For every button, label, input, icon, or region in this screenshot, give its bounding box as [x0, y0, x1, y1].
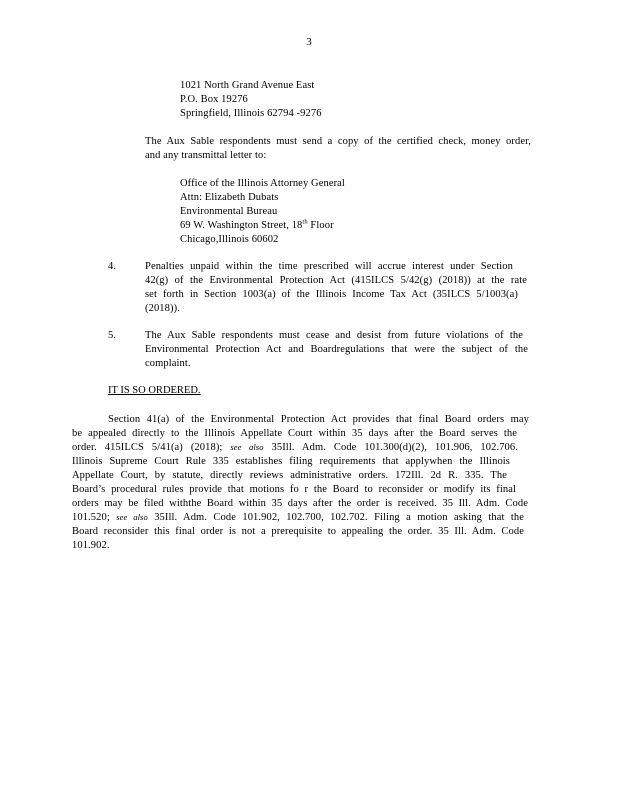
citation-text: 35Ill. Adm. Code 101.300(d)(2), 101.906, 102.706.: [271, 442, 518, 453]
item-4-line: set forth in Section 1003(a) of the Illinois Income Tax Act (35ILCS 5/1003(a): [145, 289, 518, 300]
citation-text: order. 415ILCS 5/41(a) (2018);: [72, 442, 223, 453]
floor-superscript: th: [302, 218, 308, 226]
address-line: Environmental Bureau: [180, 206, 278, 217]
item-5-line: The Aux Sable respondents must cease and desist from future violations of the: [145, 330, 523, 341]
copy-instruction-line: The Aux Sable respondents must send a copy of the certified check, money order,: [145, 136, 531, 147]
address-line: Attn: Elizabeth Dubats: [180, 192, 279, 203]
final-paragraph-line: [72, 441, 518, 455]
see-also-signal: see also: [116, 512, 148, 522]
so-ordered-heading: IT IS SO ORDERED.: [108, 385, 201, 396]
citation-text: 35Ill. Adm. Code 101.902, 102.700, 102.702. Filing a motion asking that the: [154, 512, 525, 523]
final-paragraph-line: be appealed directly to the Illinois Appellate Court within 35 days after the Board serves the: [72, 428, 517, 439]
page-number: 3: [306, 36, 312, 48]
address-line: P.O. Box 19276: [180, 94, 248, 105]
see-also-signal: see also: [230, 442, 264, 452]
address-street: 69 W. Washington Street, 18: [180, 220, 303, 231]
final-paragraph-line: Board’s procedural rules provide that motions fo r the Board to reconsider or modify its final: [72, 484, 516, 495]
address-line: [180, 219, 334, 233]
item-number: 4.: [108, 261, 117, 272]
address-line: Chicago,Illinois 60602: [180, 234, 279, 245]
copy-instruction-line: and any transmittal letter to:: [145, 150, 267, 161]
item-4-line: (2018)).: [145, 303, 180, 314]
address-line: 1021 North Grand Avenue East: [180, 80, 315, 91]
floor-label: Floor: [307, 220, 334, 231]
item-4-line: 42(g) of the Environmental Protection Act (415ILCS 5/42(g) (2018)) at the rate: [145, 275, 527, 286]
final-paragraph-line: Board reconsider this final order is not a prerequisite to appealing the order. 35 Ill. Adm. Code: [72, 526, 524, 537]
final-paragraph-line: 101.902.: [72, 540, 110, 551]
final-paragraph-line: Appellate Court, by statute, directly reviews administrative orders. 172Ill. 2d R. 335. The: [72, 470, 507, 481]
item-4-line: Penalties unpaid within the time prescribed will accrue interest under Section: [145, 261, 513, 272]
final-paragraph-line: orders may be filed withthe Board within 35 days after the order is received. 35 Ill. Adm. Code: [72, 498, 528, 509]
final-paragraph-line: Section 41(a) of the Environmental Protection Act provides that final Board orders may: [108, 414, 529, 425]
item-number: 5.: [108, 330, 117, 341]
item-5-line: Environmental Protection Act and Boardregulations that were the subject of the: [145, 344, 528, 355]
final-paragraph-line: [72, 511, 524, 525]
item-5-line: complaint.: [145, 358, 191, 369]
address-line: Office of the Illinois Attorney General: [180, 178, 345, 189]
final-paragraph-line: Illinois Supreme Court Rule 335 establishes filing requirements that applywhen the Illinois: [72, 456, 510, 467]
citation-text: 101.520;: [72, 512, 110, 523]
address-line: Springfield, Illinois 62794 -9276: [180, 108, 322, 119]
